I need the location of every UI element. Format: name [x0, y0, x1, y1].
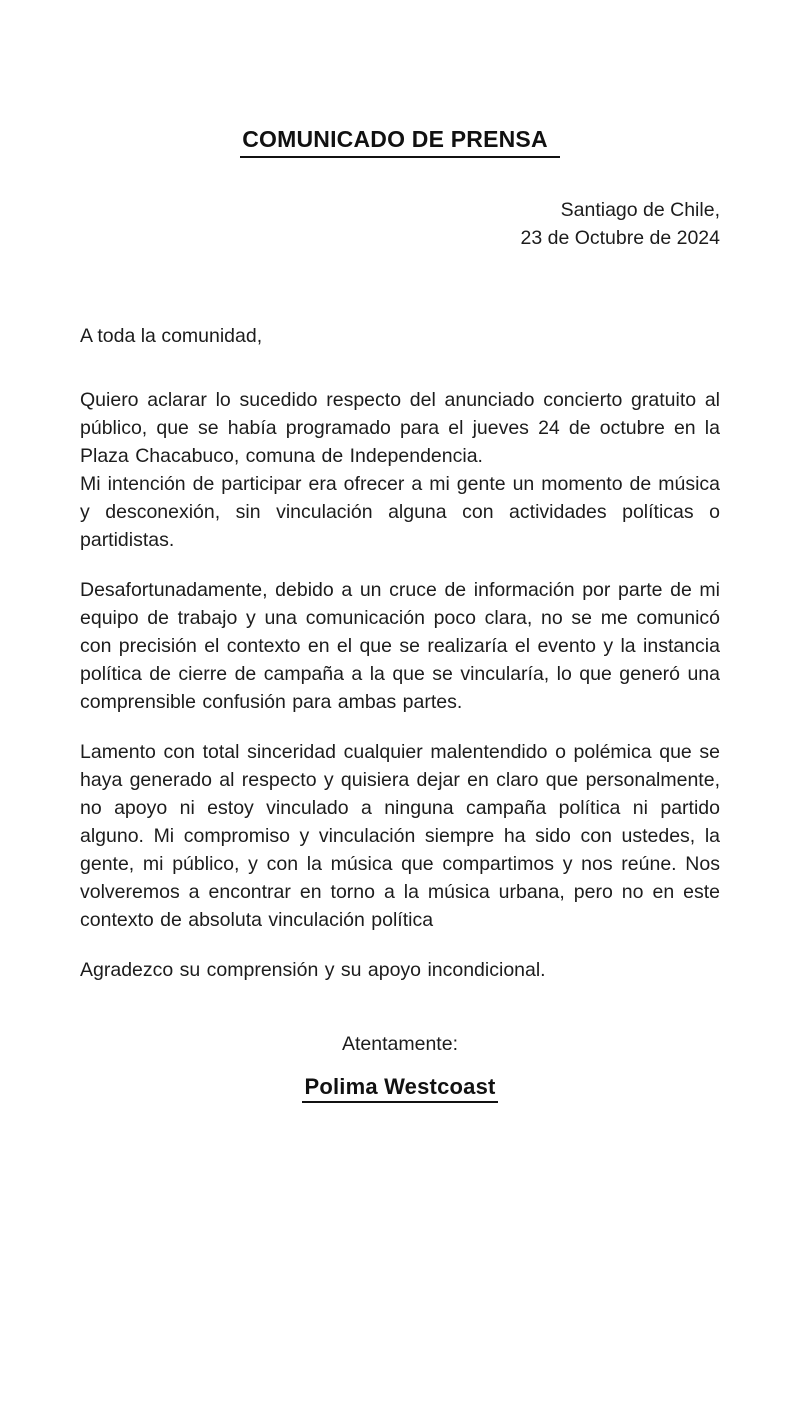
paragraph-concert-clarification: Quiero aclarar lo sucedido respecto del anunciado concierto gratuito al público, que se había programado para el jueves 24 de octubre en la Plaza Chacabuco, comuna de Independencia. [80, 388, 720, 467]
letter-body [80, 386, 720, 984]
paragraph-miscommunication: Desafortunadamente, debido a un cruce de información por parte de mi equipo de trabajo y una comunicación poco clara, no se me comunicó con precisión el contexto en el que se realizaría el evento y la instancia política de cierre de campaña a la que se vincularía, lo que generó una comprensible confusión para ambas partes. [80, 578, 720, 713]
paragraph-intention: Mi intención de participar era ofrecer a mi gente un momento de música y desconexión, sin vinculación alguna con actividades políticas o partidistas. [80, 472, 720, 551]
salutation: A toda la comunidad, [80, 324, 263, 347]
closing: Atentamente: [342, 1032, 458, 1055]
dateline-place: Santiago de Chile, [560, 198, 720, 221]
signature-name: Polima Westcoast [302, 1074, 497, 1103]
paragraph-apology: Lamento con total sinceridad cualquier malentendido o polémica que se haya generado al respecto y quisiera dejar en claro que personalmente, no apoyo ni estoy vinculado a ninguna campaña política ni partido alguno. Mi compromiso y vinculación siempre ha sido con ustedes, la gente, mi público, y con la música que compartimos y nos reúne. Nos volveremos a encontrar en torno a la música urbana, pero no en este contexto de absoluta vinculación política [80, 740, 720, 931]
press-release-title [80, 118, 720, 158]
dateline-date: 23 de Octubre de 2024 [520, 226, 720, 249]
paragraph-thanks: Agradezco su comprensión y su apoyo incondicional. [80, 958, 546, 981]
signature-block [80, 1074, 720, 1103]
press-release-title-text: COMUNICADO DE PRENSA [240, 125, 560, 158]
dateline [80, 196, 720, 252]
